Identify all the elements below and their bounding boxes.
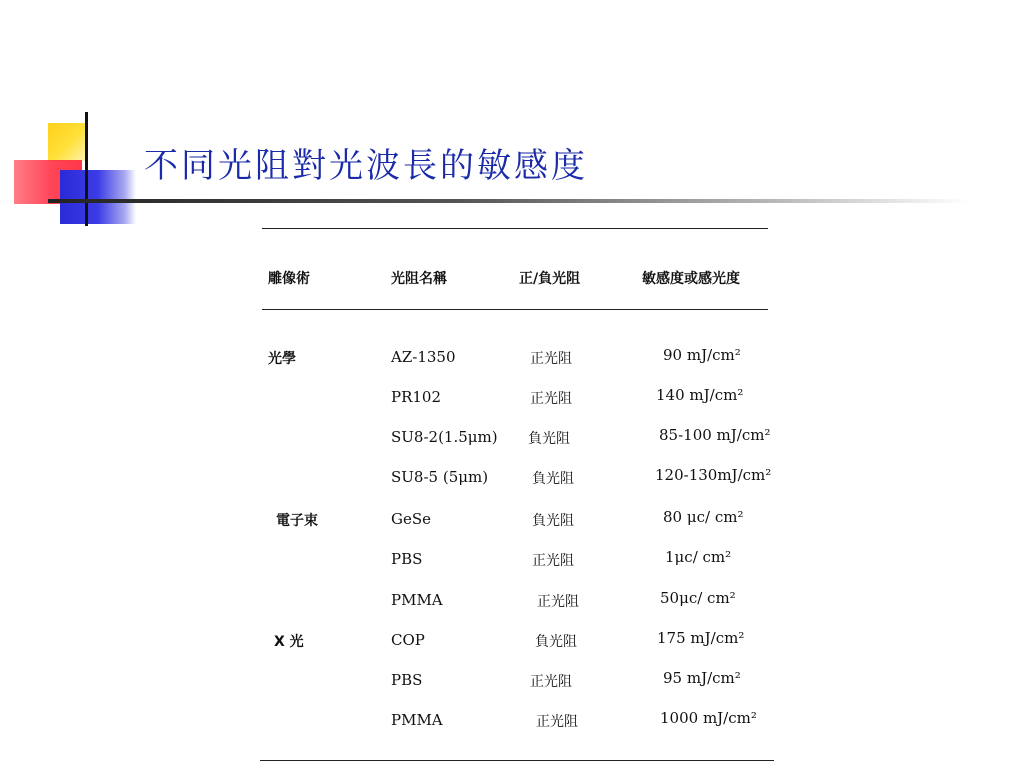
resist-name-cell: PMMA [391, 591, 443, 609]
resist-name-cell: COP [391, 631, 425, 649]
tone-cell: 正光阻 [530, 674, 572, 690]
resist-name-cell: SU8-5 (5μm) [391, 468, 489, 486]
table-top-rule [262, 228, 768, 229]
title-underline [48, 199, 968, 203]
tone-cell: 正光阻 [532, 553, 574, 569]
sensitivity-cell: 120-130mJ/cm² [655, 466, 772, 484]
table-header-rule [262, 309, 768, 310]
decor-yellow-square [48, 123, 86, 161]
header-technique: 雕像術 [268, 271, 310, 287]
sensitivity-cell: 1μc/ cm² [665, 548, 732, 566]
decor-blue-square [60, 170, 136, 224]
sensitivity-cell: 140 mJ/cm² [656, 386, 744, 404]
table-bottom-rule [260, 760, 774, 761]
header-tone: 正/負光阻 [519, 271, 581, 287]
tone-cell: 正光阻 [536, 714, 578, 730]
slide-title: 不同光阻對光波長的敏感度 [144, 146, 588, 186]
header-sensitivity: 敏感度或感光度 [642, 271, 740, 287]
tone-cell: 負光阻 [528, 431, 570, 447]
tone-cell: 正光阻 [530, 391, 572, 407]
tone-cell: 正光阻 [537, 594, 579, 610]
decor-vertical-line [85, 112, 88, 226]
tone-cell: 負光阻 [532, 471, 574, 487]
sensitivity-cell: 95 mJ/cm² [663, 669, 741, 687]
resist-name-cell: PR102 [391, 388, 442, 406]
tone-cell: 正光阻 [530, 351, 572, 367]
resist-name-cell: SU8-2(1.5μm) [391, 428, 498, 446]
sensitivity-cell: 80 μc/ cm² [663, 508, 744, 526]
resist-name-cell: PBS [391, 671, 423, 689]
resist-name-cell: GeSe [391, 510, 432, 528]
resist-name-cell: PMMA [391, 711, 443, 729]
sensitivity-cell: 50μc/ cm² [660, 589, 736, 607]
tone-cell: 負光阻 [532, 513, 574, 529]
technique-cell: 電子束 [276, 513, 318, 529]
technique-cell: 光學 [268, 351, 296, 367]
resist-name-cell: PBS [391, 550, 423, 568]
sensitivity-cell: 90 mJ/cm² [663, 346, 741, 364]
header-resist-name: 光阻名稱 [391, 271, 447, 287]
tone-cell: 負光阻 [535, 634, 577, 650]
technique-cell: X 光 [274, 634, 304, 650]
sensitivity-cell: 175 mJ/cm² [657, 629, 745, 647]
sensitivity-cell: 1000 mJ/cm² [660, 709, 757, 727]
resist-name-cell: AZ-1350 [391, 348, 456, 366]
sensitivity-cell: 85-100 mJ/cm² [659, 426, 771, 444]
